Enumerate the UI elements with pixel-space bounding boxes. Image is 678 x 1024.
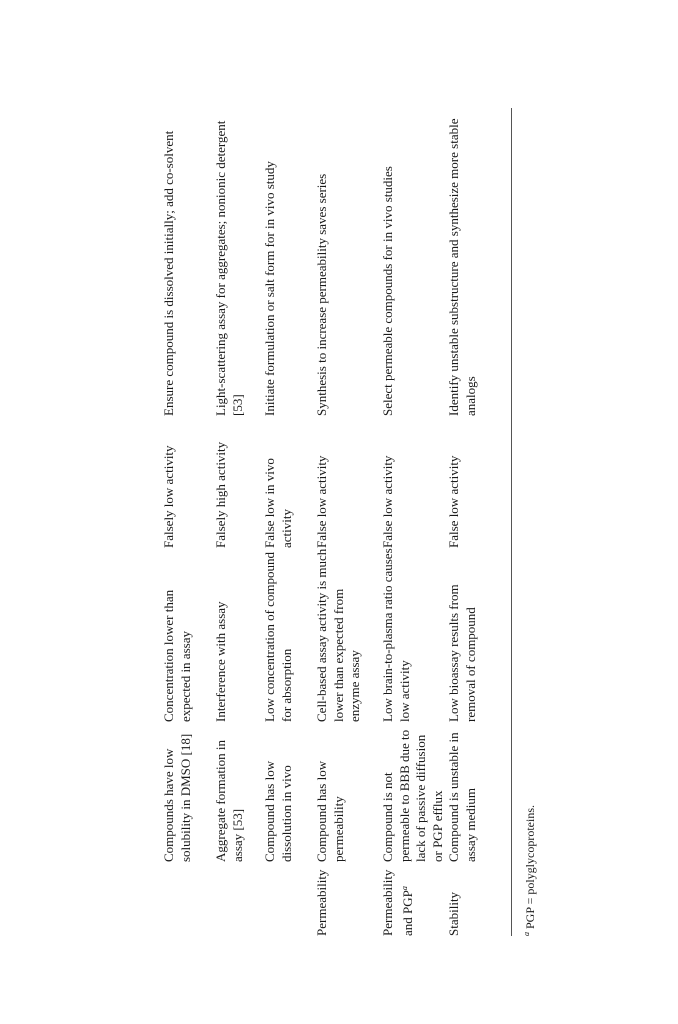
category-cell: [380, 862, 446, 936]
data-table: [161, 108, 494, 936]
result-cell: False low activity: [314, 455, 329, 548]
table-row: [380, 108, 446, 936]
table-row: [446, 108, 494, 936]
category-cell: [262, 862, 314, 936]
action-cell: Identify unstable substructure and synthesize more stable analogs: [446, 118, 478, 416]
cause-cell: Compound is unstable in assay medium: [446, 732, 478, 862]
result-cell: Falsely high activity: [213, 441, 228, 548]
consequence-cell: Interference with assay: [213, 601, 228, 722]
table-footnote: [520, 805, 537, 936]
cause-cell: Compound is not permeable to BBB due to lack of passive diffusion or PGP efflux: [380, 729, 445, 862]
footnote-marker: a: [522, 932, 531, 936]
result-cell: Falsely low activity: [161, 445, 176, 548]
footnote-text: PGP = polyglycoproteins.: [523, 805, 537, 929]
action-cell: Select permeable compounds for in vivo studies: [380, 166, 395, 416]
cause-cell: Compounds have low solubility in DMSO [18]: [161, 733, 193, 862]
table-row: [314, 108, 380, 936]
table-row: [213, 108, 262, 936]
category-cell: [161, 862, 213, 936]
action-cell: Light-scattering assay for aggregates; nonionic detergent [53]: [213, 120, 245, 416]
consequence-cell: Cell-based assay activity is much lower than expected from enzyme assay: [314, 548, 362, 722]
table-row: [262, 108, 314, 936]
footnote-marker: a: [399, 886, 409, 891]
cause-cell: Compound has low dissolution in vivo: [262, 760, 294, 862]
category-cell: Permeability: [314, 869, 329, 936]
category-text: Permeability and PGP: [380, 869, 415, 936]
category-cell: Stability: [446, 891, 461, 936]
category-cell: [213, 862, 262, 936]
result-cell: False low activity: [380, 455, 395, 548]
action-cell: Initiate formulation or salt form for in vivo study: [262, 161, 277, 416]
consequence-cell: Concentration lower than expected in assay: [161, 589, 193, 722]
table-bottom-rule: [511, 108, 512, 936]
cause-cell: Aggregate formation in assay [53]: [213, 739, 245, 862]
action-cell: Synthesis to increase permeability saves series: [314, 173, 329, 416]
action-cell: Ensure compound is dissolved initially; add co-solvent: [161, 130, 176, 416]
consequence-cell: Low concentration of compound for absorption: [262, 551, 294, 722]
result-cell: False low in vivo activity: [262, 458, 294, 548]
consequence-cell: Low brain-to-plasma ratio causes low activity: [380, 548, 412, 722]
table-row: [161, 108, 213, 936]
result-cell: False low activity: [446, 455, 461, 548]
cause-cell: Compound has low permeability: [314, 760, 346, 862]
consequence-cell: Low bioassay results from removal of compound: [446, 584, 478, 722]
